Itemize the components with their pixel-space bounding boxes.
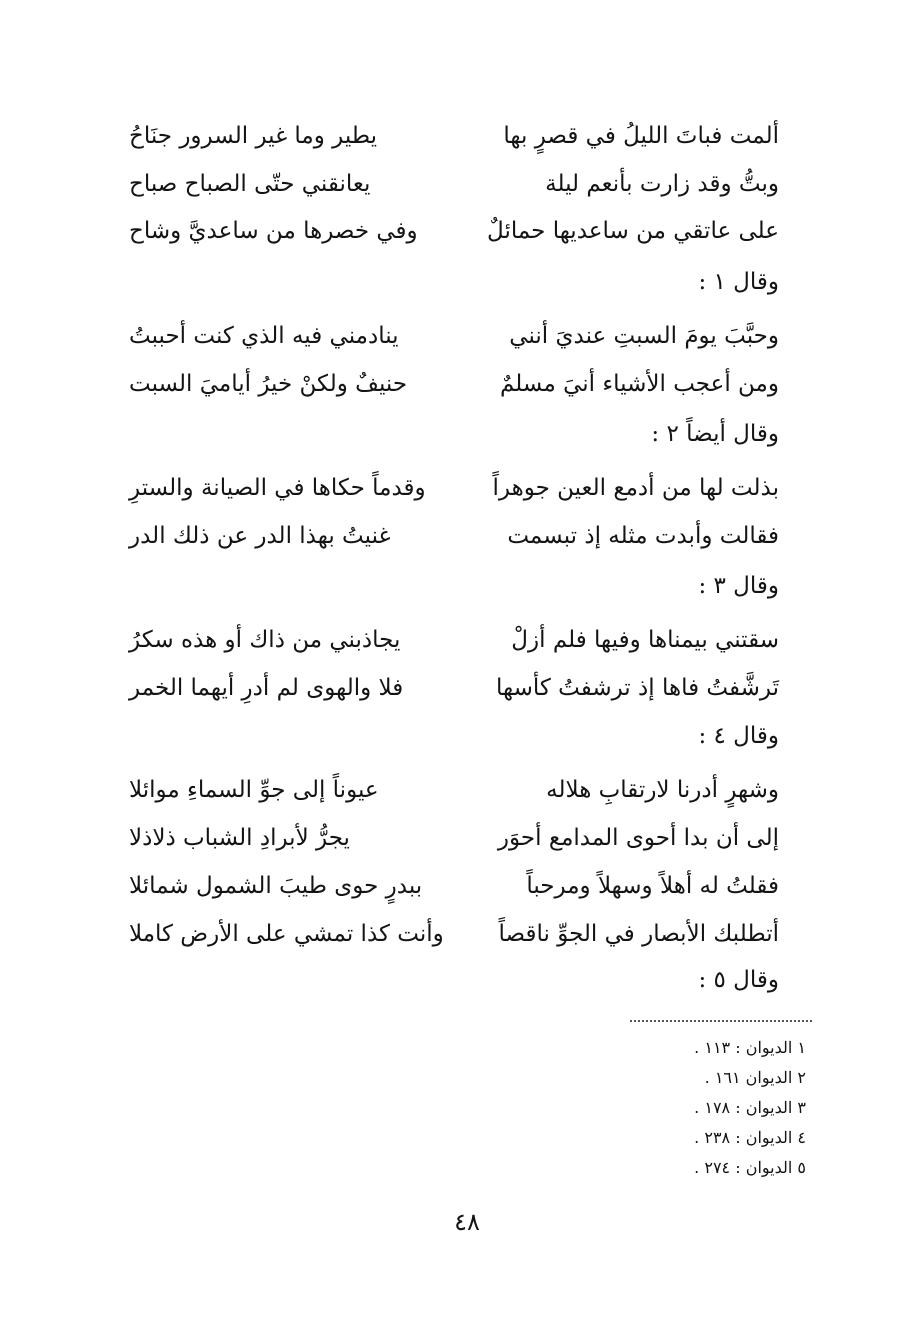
verse-second-hemistich: عيوناً إلى جوِّ السماءِ موائلا: [129, 777, 379, 803]
verse-second-hemistich: يجاذبني من ذاك أو هذه سكرُ: [129, 627, 401, 653]
verse-second-hemistich: ينادمني فيه الذي كنت أحببتُ: [129, 323, 399, 349]
verse-first-hemistich: بذلت لها من أدمع العين جوهراً: [492, 475, 779, 501]
verse-first-hemistich: ومن أعجب الأشياء أنيَ مسلمٌ: [500, 371, 779, 397]
verse-line: [129, 616, 779, 664]
verse-line: [129, 814, 779, 862]
verse-second-hemistich: وقدماً حكاها في الصيانة والسترِ: [129, 475, 426, 501]
verse-second-hemistich: يطير وما غير السرور جنَاحُ: [129, 123, 378, 149]
verse-first-hemistich: فقالت وأبدت مثله إذ تبسمت: [507, 523, 779, 549]
poem-intro: وقال ٥ :: [698, 967, 779, 993]
verse-line: [129, 910, 779, 958]
verse-first-hemistich: سقتني بيمناها وفيها فلم أزلْ: [511, 627, 779, 653]
footnote: ٣ الديوان : ١٧٨ .: [694, 1097, 806, 1117]
verse-line: [129, 664, 779, 712]
footnote: ١ الديوان : ١١٣ .: [694, 1037, 806, 1057]
verse-second-hemistich: حنيفٌ ولكنْ خيرُ أياميَ السبت: [129, 371, 408, 397]
poem-intro: وقال ١ :: [698, 269, 779, 295]
verse-second-hemistich: فلا والهوى لم أدرِ أيهما الخمر: [129, 675, 404, 701]
verse-first-hemistich: ألمت فباتَ الليلُ في قصرٍ بها: [503, 123, 779, 149]
verse-line: [129, 512, 779, 560]
verse-first-hemistich: أتطلبك الأبصار في الجوِّ ناقصاً: [498, 921, 779, 947]
verse-line: [129, 464, 779, 512]
poem-intro: وقال ٤ :: [698, 723, 779, 749]
verse-line: [129, 312, 779, 360]
footnote: ٢ الديوان ١٦١ .: [704, 1067, 806, 1087]
verse-first-hemistich: وبتُّ وقد زارت بأنعم ليلة: [545, 171, 779, 197]
verse-line: [129, 112, 779, 160]
poem-intro: وقال ٣ :: [698, 573, 779, 599]
footnote: ٤ الديوان : ٢٣٨ .: [694, 1127, 806, 1147]
verse-first-hemistich: فقلتُ له أهلاً وسهلاً ومرحباً: [526, 873, 779, 899]
verse-first-hemistich: وحبَّبَ يومَ السبتِ عنديَ أنني: [509, 323, 779, 349]
page-number: ٤٨: [454, 1208, 480, 1236]
verse-second-hemistich: يجرُّ لأبرادِ الشباب ذلاذلا: [129, 825, 350, 851]
verse-first-hemistich: إلى أن بدا أحوى المدامع أحوَر: [497, 825, 779, 851]
footnote-separator: [630, 1020, 812, 1022]
verse-line: [129, 360, 779, 408]
verse-line: [129, 160, 779, 208]
verse-second-hemistich: وفي خصرها من ساعديَّ وشاح: [129, 218, 418, 244]
verse-line: [129, 207, 779, 255]
verse-first-hemistich: على عاتقي من ساعديها حمائلٌ: [487, 218, 779, 244]
verse-first-hemistich: تَرشَّفتُ فاها إذ ترشفتُ كأسها: [495, 675, 779, 701]
verse-second-hemistich: غنيتُ بهذا الدر عن ذلك الدر: [129, 523, 391, 549]
verse-line: [129, 862, 779, 910]
verse-second-hemistich: ببدرٍ حوى طيبَ الشمول شمائلا: [129, 873, 423, 899]
verse-second-hemistich: يعانقني حتّى الصباح صباح: [129, 171, 371, 197]
verse-second-hemistich: وأنت كذا تمشي على الأرض كاملا: [129, 921, 444, 947]
verse-line: [129, 766, 779, 814]
footnote: ٥ الديوان : ٢٧٤ .: [694, 1157, 806, 1177]
verse-first-hemistich: وشهرٍ أدرنا لارتقابِ هلاله: [546, 777, 779, 803]
poem-intro: وقال أيضاً ٢ :: [651, 421, 779, 447]
